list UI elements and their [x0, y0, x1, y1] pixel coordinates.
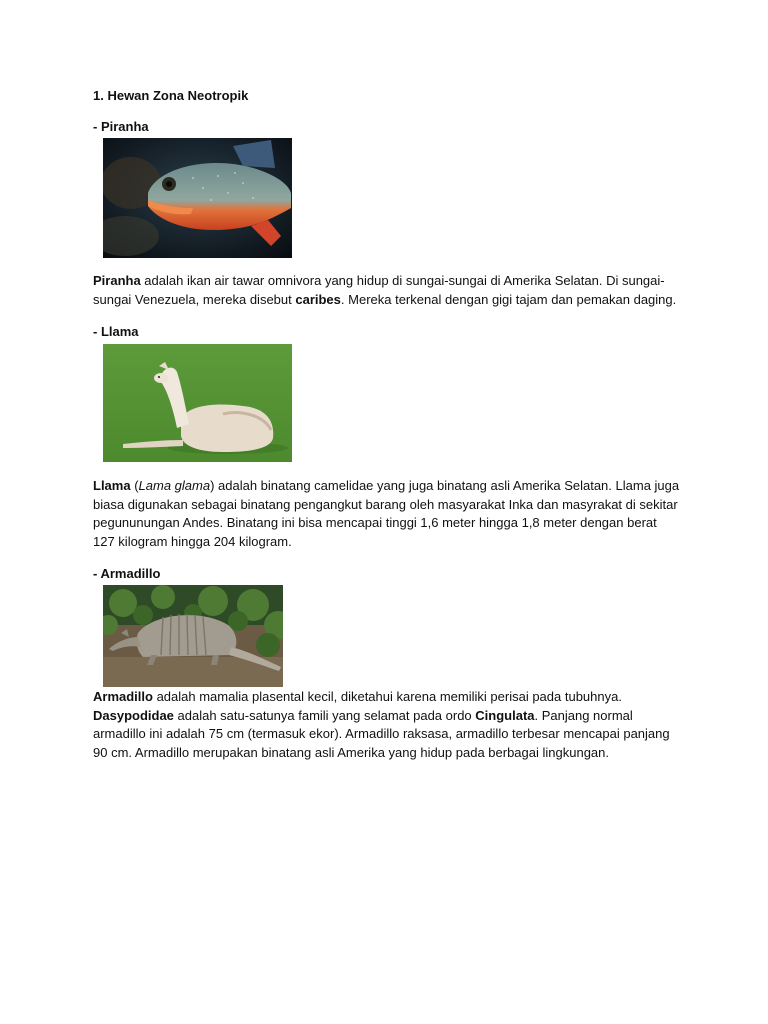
llama-line-1: [93, 477, 683, 496]
lama-glama-term: Lama glama: [138, 478, 211, 493]
llama-text-2: ) adalah binatang camelidae yang juga binatang asli Amerika Selatan. Llama juga: [210, 478, 680, 493]
llama-line-4: 127 kilogram hingga 204 kilogram.: [93, 533, 292, 549]
armadillo-text-3: . Panjang normal: [534, 707, 633, 723]
cingulata-term: Cingulata: [475, 707, 535, 723]
piranha-text-3: . Mereka terkenal dengan gigi tajam dan pemakan daging.: [340, 291, 677, 307]
armadillo-line-4: 90 cm. Armadillo merupakan binatang asli Amerika yang hidup pada berbagai lingkungan.: [93, 744, 609, 760]
armadillo-line-3: armadillo ini adalah 75 cm (termasuk ekor). Armadillo raksasa, armadillo terbesar mencapai panjang: [93, 726, 670, 742]
armadillo-paragraph: [93, 688, 683, 762]
section-title: 1. Hewan Zona Neotropik: [93, 88, 249, 103]
piranha-text-1: adalah ikan air tawar omnivora yang hidup di sungai-sungai di Amerika Selatan. Di sungai-: [140, 273, 665, 288]
caribes-term: caribes: [295, 291, 341, 307]
armadillo-photo: [103, 585, 283, 687]
piranha-term: Piranha: [93, 273, 141, 288]
piranha-line-1: [93, 272, 683, 291]
llama-text-1: (: [130, 478, 139, 493]
armadillo-text-2: adalah satu-satunya famili yang selamat pada ordo: [173, 707, 476, 723]
llama-paragraph: [93, 477, 683, 551]
piranha-line-2: [93, 291, 683, 310]
dasypodidae-term: Dasypodidae: [93, 707, 174, 723]
llama-photo: [103, 344, 292, 462]
armadillo-line-2: [93, 707, 683, 726]
llama-line-2: biasa digunakan sebagai binatang pengangkut barang oleh masyarakat Inka dan masyrakat di sekitar: [93, 496, 678, 512]
llama-heading: - Llama: [93, 324, 139, 339]
armadillo-text-1: adalah mamalia plasental kecil, diketahui karena memiliki perisai pada tubuhnya.: [152, 689, 622, 704]
piranha-photo: [103, 138, 292, 258]
piranha-paragraph: [93, 272, 683, 309]
llama-line-3: pegununungan Andes. Binatang ini bisa mencapai tinggi 1,6 meter hingga 1,8 meter dengan berat: [93, 515, 657, 531]
armadillo-heading: - Armadillo: [93, 566, 161, 581]
piranha-text-2: sungai Venezuela, mereka disebut: [93, 291, 296, 307]
armadillo-line-1: [93, 688, 683, 707]
llama-term: Llama: [93, 478, 131, 493]
piranha-heading: - Piranha: [93, 119, 149, 134]
armadillo-term: Armadillo: [93, 689, 153, 704]
